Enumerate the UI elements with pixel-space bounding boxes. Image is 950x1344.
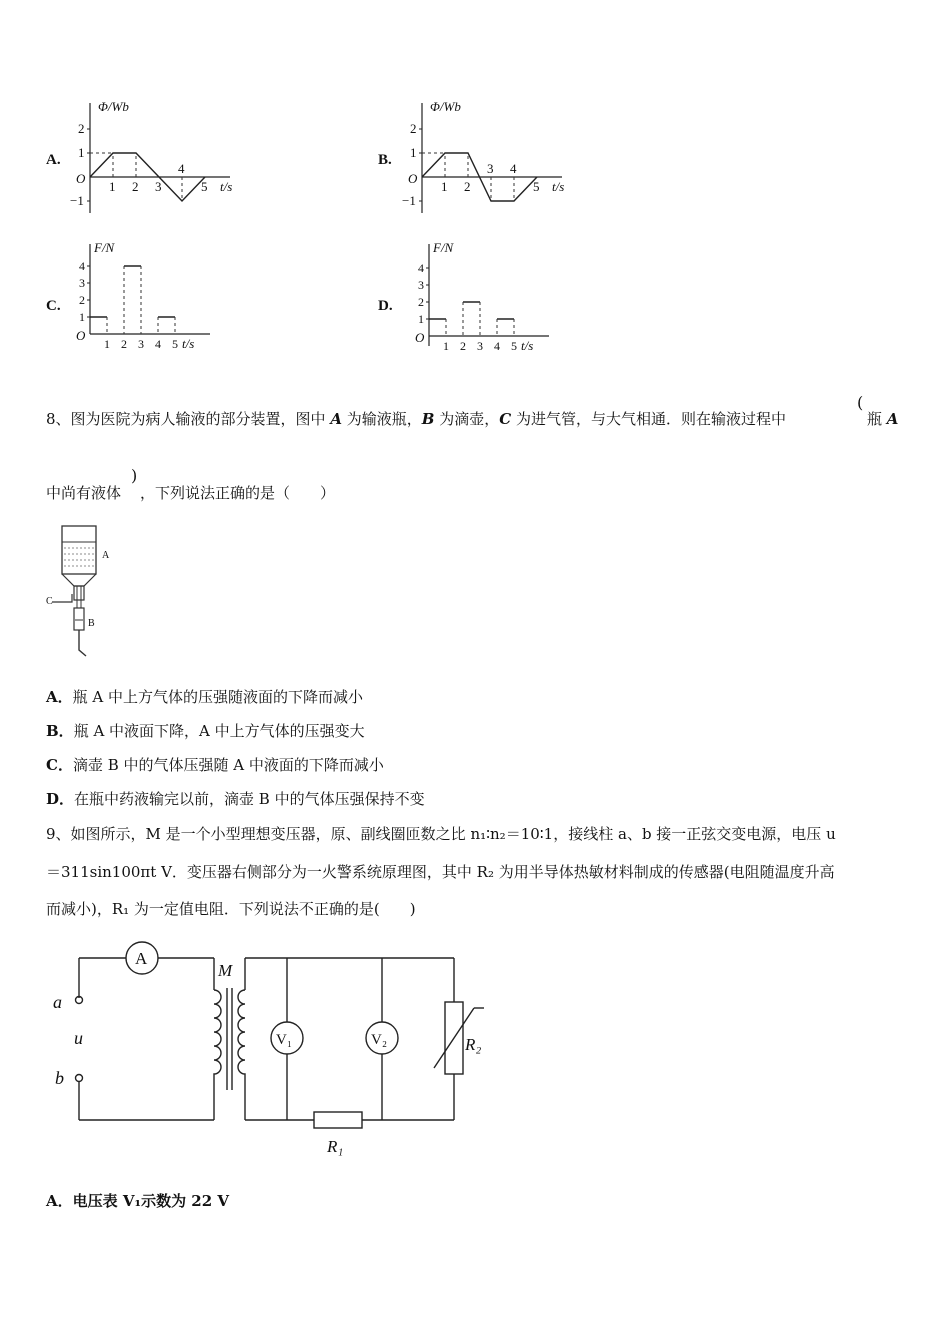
q9-v2-label: V₂ [371, 1032, 388, 1048]
x-tick-label: 2 [464, 179, 471, 194]
x-tick-label: 5 [533, 179, 540, 194]
x-tick-label: 4 [494, 339, 500, 353]
q9-stem-line3: 而减小)，R₁ 为一定值电阻．下列说法不正确的是( ) [46, 900, 416, 918]
option-c-label: C. [46, 298, 61, 314]
q9-option-a: A．电压表 V₁示数为 22 V [46, 1192, 230, 1210]
y-tick-label: 2 [79, 293, 85, 307]
y-tick-label: 4 [418, 261, 424, 275]
y-tick-label: −1 [70, 193, 84, 208]
q8-option-a [46, 686, 363, 707]
graph-a-ylabel: Φ/Wb [98, 99, 129, 114]
q8-option-key: B． [46, 722, 74, 740]
x-tick-label: 1 [109, 179, 116, 194]
q8-paren-open: ( [857, 393, 864, 412]
q8-var-b: B [421, 410, 435, 428]
option-d-label: D. [378, 298, 393, 314]
graph-c-ylabel: F/N [94, 240, 115, 255]
graph-b-origin: O [408, 171, 418, 186]
x-tick-label: 3 [487, 161, 494, 176]
graph-d-xlabel: t/s [521, 338, 534, 353]
graph-b [392, 95, 592, 215]
q9-stem-line1: 9、如图所示，M 是一个小型理想变压器，原、副线圈匝数之比 n₁∶n₂＝10∶1，接线柱 a、b 接一正弦交变电源，电压 u [46, 825, 836, 843]
graph-b-ylabel: Φ/Wb [430, 99, 461, 114]
q9-source-u: u [74, 1028, 83, 1048]
q8-paren-close: ) [131, 466, 138, 485]
q9-terminal-b: b [55, 1068, 64, 1088]
y-tick-label: 1 [410, 145, 417, 160]
x-tick-label: 4 [155, 337, 161, 351]
graph-a-xlabel: t/s [220, 179, 233, 194]
graph-c [70, 238, 230, 356]
q8-stem-line1-end [867, 408, 898, 429]
q8-option-text: 瓶 A 中液面下降，A 中上方气体的压强变大 [73, 722, 365, 740]
q8-option-key: C． [46, 756, 73, 774]
q8-fig-label-b: B [88, 618, 95, 629]
y-tick-label: 1 [78, 145, 85, 160]
q8-option-d [46, 788, 425, 809]
y-tick-label: −1 [402, 193, 416, 208]
option-a-label: A. [46, 152, 61, 168]
q9-terminal-a: a [53, 992, 62, 1012]
y-tick-label: 3 [79, 276, 85, 290]
x-tick-label: 2 [121, 337, 127, 351]
q8-stem-line2-post: ，下列说法正确的是（ ） [140, 484, 336, 502]
graph-d-origin: O [415, 330, 425, 345]
q8-text: 8、图为医院为病人输液的部分装置，图中 [46, 410, 331, 428]
q8-option-text: 滴壶 B 中的气体压强随 A 中液面的下降而减小 [72, 756, 384, 774]
x-tick-label: 1 [441, 179, 448, 194]
q9-stem-line2: ＝311sin100πt V．变压器右侧部分为一火警系统原理图，其中 R₂ 为用半导体热敏材料制成的传感器(电阻随温度升高 [46, 863, 835, 881]
y-tick-label: 2 [410, 121, 417, 136]
x-tick-label: 1 [104, 337, 110, 351]
graph-c-origin: O [76, 328, 86, 343]
y-tick-label: 2 [78, 121, 85, 136]
q9-ammeter-label: A [135, 949, 148, 968]
graph-d [405, 238, 565, 356]
x-tick-label: 3 [477, 339, 483, 353]
graph-a [60, 95, 260, 215]
q9-r2-label: R₂ [465, 1035, 482, 1054]
graph-c-xlabel: t/s [182, 336, 195, 351]
y-tick-label: 1 [79, 310, 85, 324]
q8-stem-line2: 中尚有液体 [46, 484, 122, 502]
x-tick-label: 5 [172, 337, 178, 351]
y-tick-label: 1 [418, 312, 424, 326]
q8-option-key: D． [46, 790, 75, 808]
graph-d-ylabel: F/N [433, 240, 454, 255]
q8-var-a: A [330, 410, 342, 428]
y-tick-label: 3 [418, 278, 424, 292]
q8-option-c [46, 754, 384, 775]
x-tick-label: 4 [510, 161, 517, 176]
q8-option-key: A． [46, 688, 73, 706]
y-tick-label: 4 [79, 259, 85, 273]
x-tick-label: 2 [132, 179, 139, 194]
q9-r1-label: R₁ [327, 1137, 344, 1156]
q8-text: 为滴壶， [434, 410, 500, 428]
q9-v1-label: V₁ [276, 1032, 293, 1048]
q9-circuit [44, 938, 504, 1168]
x-tick-label: 2 [460, 339, 466, 353]
x-tick-label: 3 [138, 337, 144, 351]
graph-b-xlabel: t/s [552, 179, 565, 194]
q8-stem-line1 [46, 408, 786, 429]
option-b-label: B. [378, 152, 392, 168]
y-tick-label: 2 [418, 295, 424, 309]
q8-option-text: 在瓶中药液输完以前，滴壶 B 中的气体压强保持不变 [74, 790, 425, 808]
q9-transformer-label: M [218, 961, 233, 980]
q8-iv-figure [44, 520, 134, 660]
q8-text: 瓶 [867, 410, 887, 428]
q8-text: 为输液瓶， [341, 410, 422, 428]
q8-text: 为进气管，与大气相通．则在输液过程中 [511, 410, 786, 428]
graph-a-origin: O [76, 171, 86, 186]
q8-option-b [46, 720, 365, 741]
x-tick-label: 5 [201, 179, 208, 194]
q8-var-a: A [886, 410, 899, 428]
q8-var-c: C [499, 410, 512, 428]
x-tick-label: 5 [511, 339, 517, 353]
x-tick-label: 4 [178, 161, 185, 176]
x-tick-label: 3 [155, 179, 162, 194]
x-tick-label: 1 [443, 339, 449, 353]
q8-fig-label-c: C [46, 596, 53, 607]
q8-fig-label-a: A [102, 550, 110, 561]
q8-option-text: 瓶 A 中上方气体的压强随液面的下降而减小 [72, 688, 364, 706]
